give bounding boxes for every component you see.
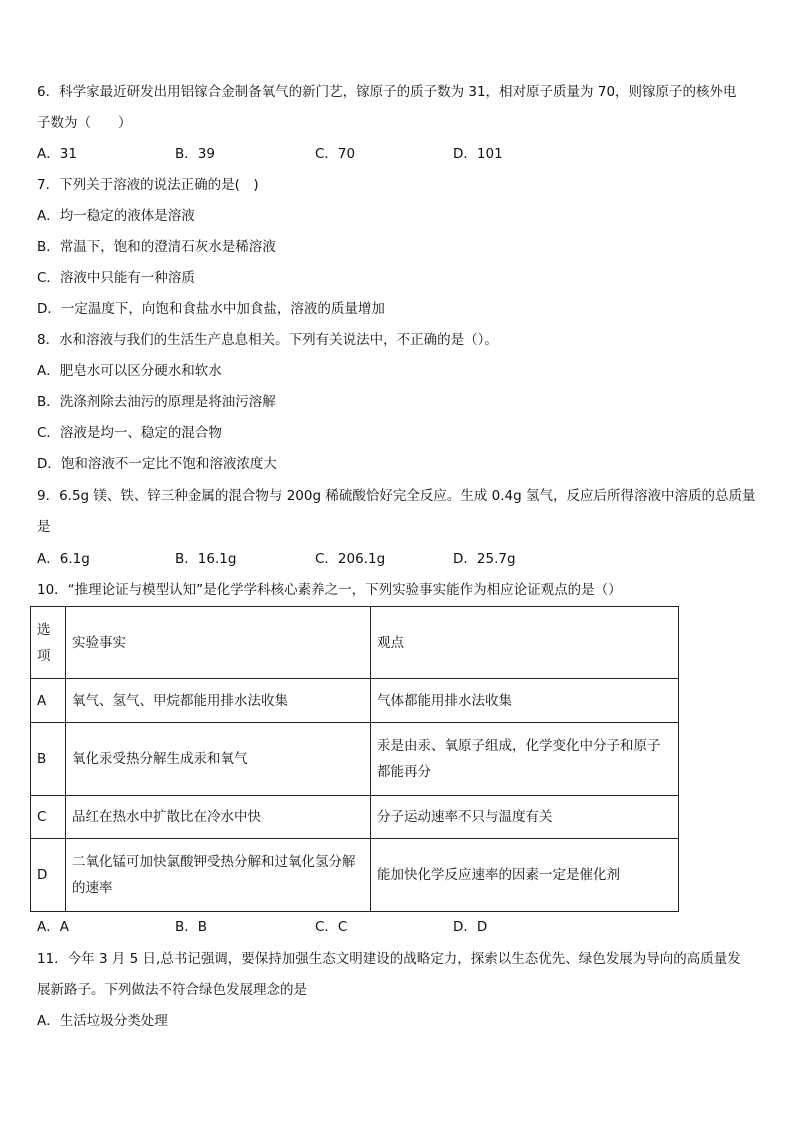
q10-option-b: B．B: [175, 919, 208, 935]
header-option: 选项: [31, 607, 66, 679]
table-row: [31, 679, 679, 723]
q11-stem-line2: 展新路子。下列做法不符合绿色发展理念的是: [37, 982, 307, 998]
q6-stem-line2: 子数为（ ）: [37, 115, 132, 131]
q10-option-c: C．C: [315, 919, 348, 935]
q8-stem: 8．水和溶液与我们的生活生产息息相关。下列有关说法中，不正确的是（）。: [37, 332, 498, 348]
q11-option-a: A．生活垃圾分类处理: [37, 1013, 168, 1029]
row-c-viewpoint: 分子运动速率不只与温度有关: [371, 796, 679, 839]
q10-stem: 10．“推理论证与模型认知”是化学学科核心素养之一，下列实验事实能作为相应论证观点的是（）: [37, 582, 622, 598]
q9-stem-line2: 是: [37, 519, 51, 535]
table-row: [31, 796, 679, 839]
q7-option-a: A．均一稳定的液体是溶液: [37, 208, 195, 224]
q9-option-a: A．6.1g: [37, 551, 90, 567]
q10-option-d: D．D: [453, 919, 488, 935]
q9-option-b: B．16.1g: [175, 551, 237, 567]
q6-stem-line1: 6．科学家最近研发出用铝镓合金制备氧气的新门艺，镓原子的质子数为 31，相对原子质量为 70，则镓原子的核外电: [37, 84, 737, 100]
header-fact: 实验事实: [66, 607, 371, 679]
row-a-option: A: [31, 679, 66, 723]
q9-stem-line1: 9．6.5g 镁、铁、锌三种金属的混合物与 200g 稀硫酸恰好完全反应。生成 0.4g 氢气，反应后所得溶液中溶质的总质量: [37, 488, 756, 504]
q6-option-c: C．70: [315, 146, 356, 162]
row-b-viewpoint: 汞是由汞、氧原子组成，化学变化中分子和原子都能再分: [371, 723, 679, 796]
row-a-viewpoint: 气体都能用排水法收集: [371, 679, 679, 723]
row-c-option: C: [31, 796, 66, 839]
row-d-option: D: [31, 839, 66, 912]
row-d-fact: 二氧化锰可加快氯酸钾受热分解和过氧化氢分解的速率: [66, 839, 371, 912]
q11-stem-line1: 11．今年 3 月 5 日,总书记强调，要保持加强生态文明建设的战略定力，探索以生态优先、绿色发展为导向的高质量发: [37, 951, 741, 967]
q7-option-b: B．常温下，饱和的澄清石灰水是稀溶液: [37, 239, 276, 255]
q7-option-d: D．一定温度下，向饱和食盐水中加食盐，溶液的质量增加: [37, 301, 385, 317]
q6-option-a: A．31: [37, 146, 77, 162]
q8-option-c: C．溶液是均一、稳定的混合物: [37, 425, 222, 441]
row-a-fact: 氧气、氢气、甲烷都能用排水法收集: [66, 679, 371, 723]
header-viewpoint: 观点: [371, 607, 679, 679]
q10-table: [30, 606, 679, 912]
row-b-option: B: [31, 723, 66, 796]
row-d-viewpoint: 能加快化学反应速率的因素一定是催化剂: [371, 839, 679, 912]
table-row: [31, 723, 679, 796]
row-c-fact: 品红在热水中扩散比在冷水中快: [66, 796, 371, 839]
table-row: [31, 839, 679, 912]
q7-stem: 7．下列关于溶液的说法正确的是( ): [37, 177, 259, 193]
q9-option-c: C．206.1g: [315, 551, 386, 567]
q6-option-b: B．39: [175, 146, 215, 162]
row-b-fact: 氧化汞受热分解生成汞和氧气: [66, 723, 371, 796]
q9-option-d: D．25.7g: [453, 551, 516, 567]
q10-option-a: A．A: [37, 919, 69, 935]
q8-option-a: A．肥皂水可以区分硬水和软水: [37, 363, 222, 379]
q8-option-d: D．饱和溶液不一定比不饱和溶液浓度大: [37, 456, 277, 472]
q8-option-b: B．洗涤剂除去油污的原理是将油污溶解: [37, 394, 276, 410]
table-header-row: [31, 607, 679, 679]
q6-option-d: D．101: [453, 146, 503, 162]
q7-option-c: C．溶液中只能有一种溶质: [37, 270, 195, 286]
